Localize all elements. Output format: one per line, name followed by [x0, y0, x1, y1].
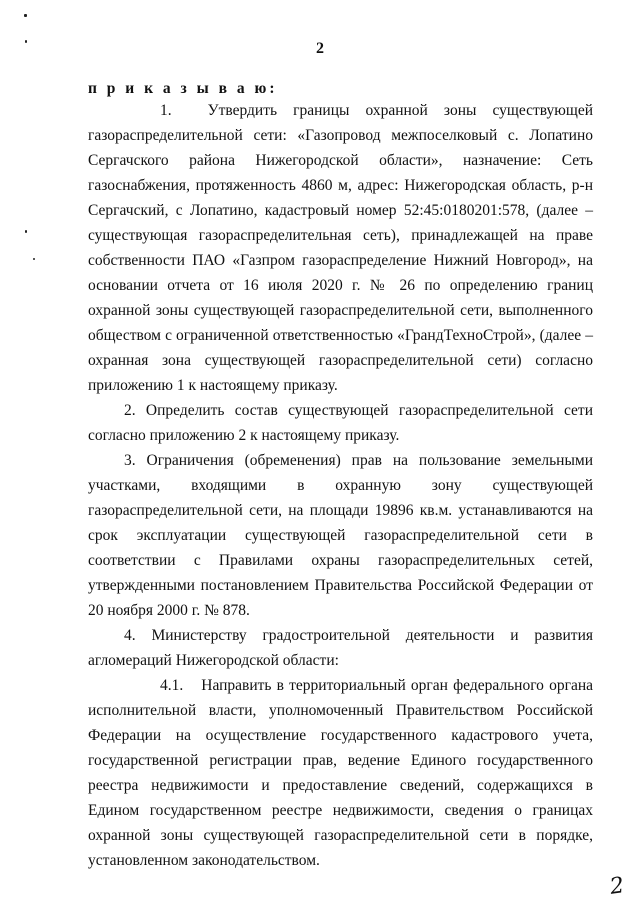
document-body: [88, 98, 593, 873]
paragraph-4-1-number: 4.1.: [160, 677, 184, 694]
order-heading: п р и к а з ы в а ю:: [88, 80, 278, 97]
scan-mark-1: [24, 14, 27, 17]
paragraph-4-1: [88, 673, 593, 873]
scan-mark-3: [25, 230, 27, 233]
paragraph-1-text: Утвердить границы охранной зоны существующей газораспределительной сети: «Газопровод межпоселковый с. Лопатино Сергачского района Нижегородской области», назначение: Сеть газоснабжения, протяженность 4860 м, адрес: Нижегородская область, р-н Сергачский, с Лопатино, кадастровый номер 52:45:0180201:578, (далее – существующая газораспределительная сеть), принадлежащей на праве собственности ПАО «Газпром газораспределение Нижний Новгород», на основании отчета от 16 июля 2020 г. № 26 по определению границ охранной зоны существующей газораспределительной сети, выполненного обществом с ограниченной ответственностью «ГрандТехноСтрой», (далее – охранная зона существующей газораспределительной сети) согласно приложению 1 к настоящему приказу.: [88, 102, 593, 394]
page-number: 2: [316, 40, 324, 57]
handwritten-page-mark: 2: [608, 873, 626, 900]
paragraph-2: 2. Определить состав существующей газораспределительной сети согласно приложению 2 к настоящему приказу.: [88, 402, 593, 444]
paragraph-4: 4. Министерству градостроительной деятельности и развития агломераций Нижегородской области:: [88, 627, 593, 669]
paragraph-4-1-text: Направить в территориальный орган федерального органа исполнительной власти, уполномоченный Правительством Российской Федерации на осуществление государственного кадастрового учета, государственной регистрации прав, ведение Единого государственного реестра недвижимости и предоставление сведений, содержащихся в Едином государственном реестре недвижимости, сведения о границах охранной зоны существующей газораспределительной сети в порядке, установленном законодательством.: [88, 677, 593, 869]
paragraph-1: [88, 98, 593, 398]
scan-mark-4: [33, 258, 35, 260]
paragraph-3: 3. Ограничения (обременения) прав на пользование земельными участками, входящими в охранную зону существующей газораспределительной сети, на площади 19896 кв.м. устанавливаются на срок эксплуатации существующей газораспределительной сети в соответствии с Правилами охраны газораспределительных сетей, утвержденными постановлением Правительства Российской Федерации от 20 ноября 2000 г. № 878.: [88, 452, 593, 619]
paragraph-1-number: 1.: [160, 102, 172, 119]
